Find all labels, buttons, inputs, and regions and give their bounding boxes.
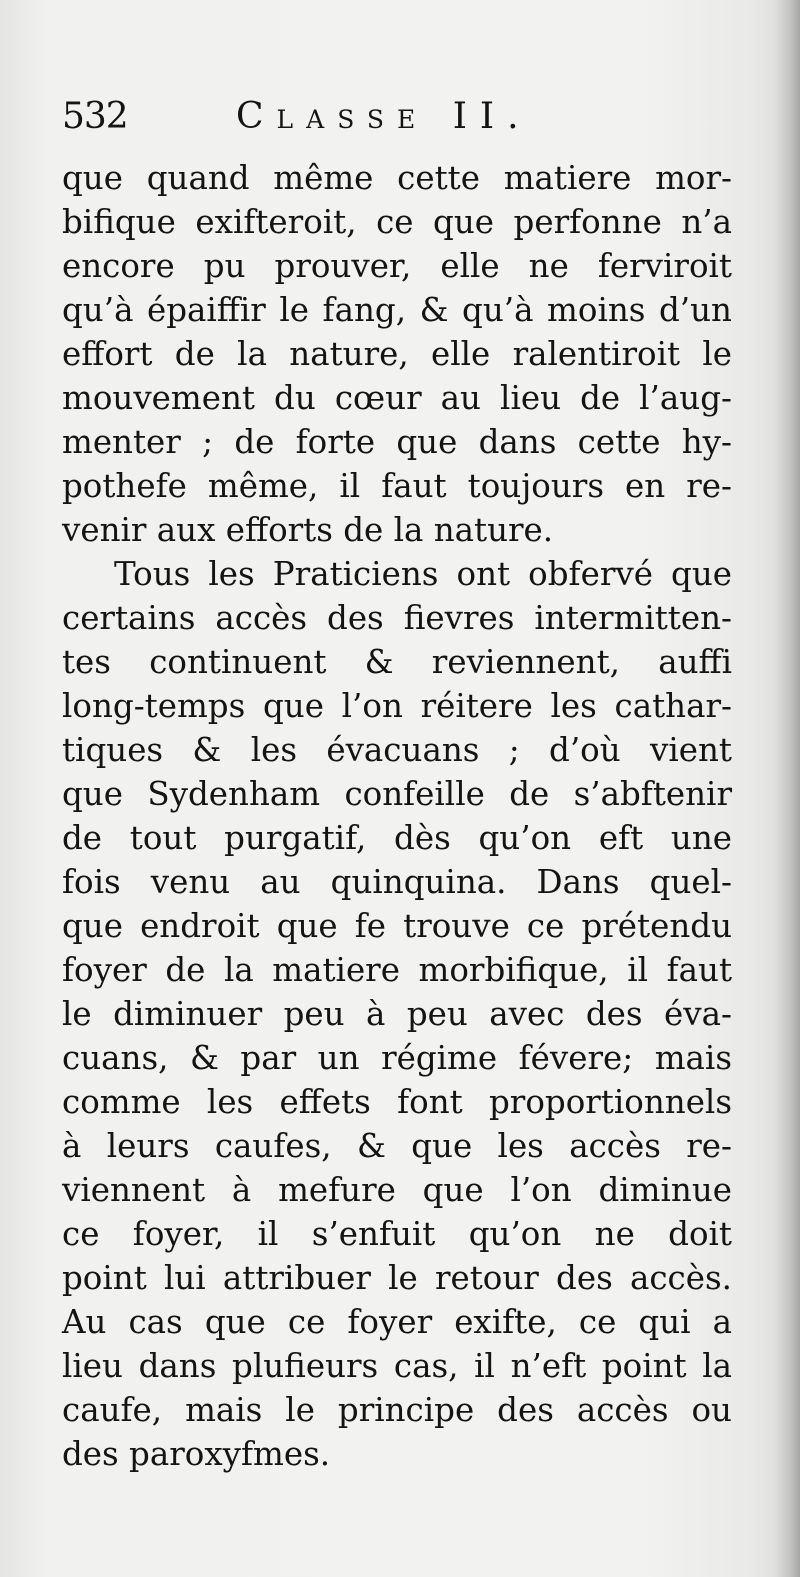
text-line: venir aux efforts de la nature. (62, 511, 554, 549)
text-line: cuans, & par un régime févere; mais (62, 1039, 732, 1077)
text-line: encore pu prouver, elle ne ferviroit (62, 247, 732, 285)
text-line: fois venu au quinquina. Dans quel- (62, 863, 732, 901)
page-number: 532 (62, 96, 128, 137)
text-line: bifique exifteroit, ce que perfonne n’a (62, 203, 732, 241)
paragraph-start-line: Tous les Praticiens ont obfervé que (114, 555, 732, 593)
text-line: pothefe même, il faut toujours en re- (62, 467, 732, 505)
page-header (58, 96, 738, 148)
text-line: le diminuer peu à peu avec des éva- (62, 995, 732, 1033)
text-line: effort de la nature, elle ralentiroit le (62, 335, 732, 373)
text-line: foyer de la matiere morbifique, il faut (62, 951, 732, 989)
text-line: viennent à mefure que l’on diminue (62, 1171, 732, 1209)
text-line: que Sydenham confeille de s’abftenir (62, 775, 732, 813)
text-line: que quand même cette matiere mor- (62, 159, 732, 197)
text-line: à leurs caufes, & que les accès re- (62, 1127, 732, 1165)
text-line: tes continuent & reviennent, auffi (62, 643, 732, 681)
text-line: mouvement du cœur au lieu de l’aug- (62, 379, 732, 417)
body-text (62, 156, 732, 1476)
spine-shadow (774, 0, 800, 1577)
text-line: Au cas que ce foyer exifte, ce qui a (62, 1303, 732, 1341)
text-line: long-temps que l’on réitere les cathar- (62, 687, 732, 725)
text-line: lieu dans plufieurs cas, il n’eft point la (62, 1347, 732, 1385)
text-line: caufe, mais le principe des accès ou (62, 1391, 732, 1429)
text-line: tiques & les évacuans ; d’où vient (62, 731, 732, 769)
text-line: que endroit que fe trouve ce prétendu (62, 907, 732, 945)
text-line: comme les effets font proportionnels (62, 1083, 732, 1121)
text-line: qu’à épaiffir le fang, & qu’à moins d’un (62, 291, 732, 329)
text-line: ce foyer, il s’enfuit qu’on ne doit (62, 1215, 732, 1253)
text-line: menter ; de forte que dans cette hy- (62, 423, 732, 461)
text-line: de tout purgatif, dès qu’on eft une (62, 819, 732, 857)
running-head: Classe II. (236, 96, 532, 137)
text-line: des paroxyfmes. (62, 1435, 331, 1473)
text-line: certains accès des fievres intermitten- (62, 599, 732, 637)
text-line: point lui attribuer le retour des accès. (62, 1259, 732, 1297)
